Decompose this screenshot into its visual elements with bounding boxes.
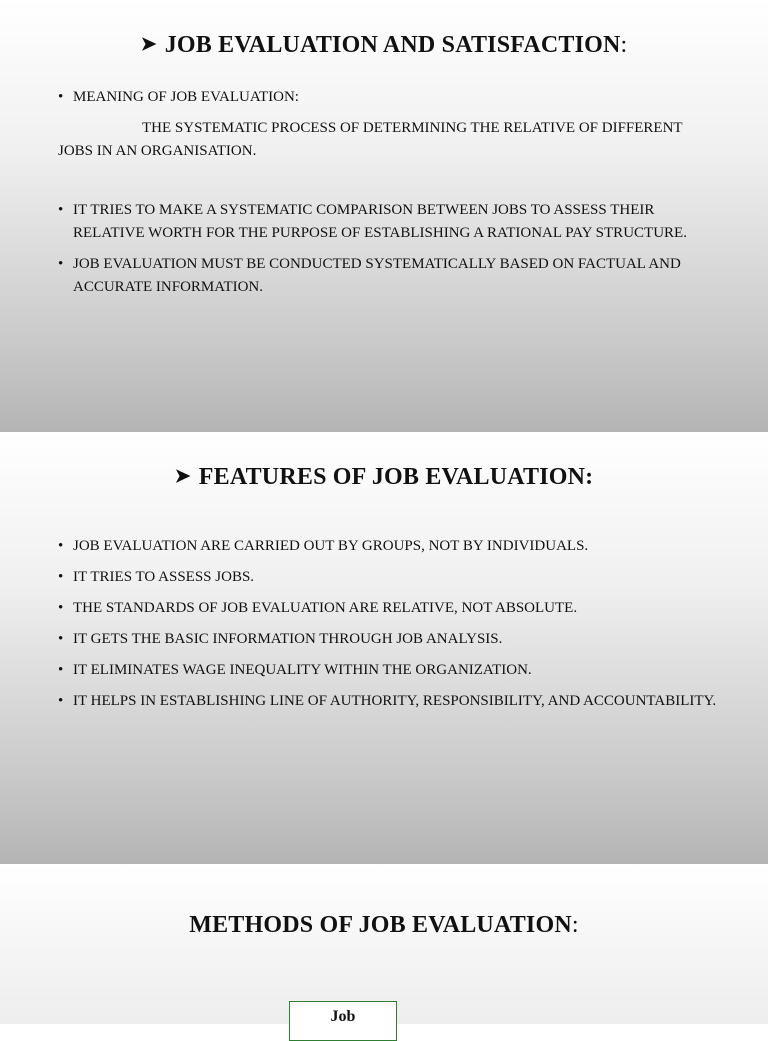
slide1-title-colon: : xyxy=(620,32,628,58)
arrowhead-bullet-icon: ➤ xyxy=(174,466,191,487)
slide2-title xyxy=(0,464,768,491)
slide1-title-text: JOB EVALUATION AND SATISFACTION xyxy=(164,32,621,58)
arrowhead-bullet-icon: ➤ xyxy=(140,34,157,55)
list-item: • IT TRIES TO MAKE A SYSTEMATIC COMPARISON BETWEEN JOBS TO ASSESS THEIR RELATIVE WORTH FOR THE PURPOSE OF ESTABLISHING A RATIONAL PAY STRUCTURE. xyxy=(58,199,720,245)
meaning-label: • MEANING OF JOB EVALUATION: xyxy=(58,86,720,109)
slide1-body xyxy=(58,86,720,299)
list-item: • IT HELPS IN ESTABLISHING LINE OF AUTHORITY, RESPONSIBILITY, AND ACCOUNTABILITY. xyxy=(58,690,720,713)
slide3-title-text: METHODS OF JOB EVALUATION xyxy=(189,912,572,938)
meaning-definition: THE SYSTEMATIC PROCESS OF DETERMINING THE RELATIVE OF DIFFERENT JOBS IN AN ORGANISATION. xyxy=(58,120,683,159)
slide3-title xyxy=(0,912,768,939)
list-item: • JOB EVALUATION ARE CARRIED OUT BY GROUPS, NOT BY INDIVIDUALS. xyxy=(58,535,720,558)
job-diagram-box: Job xyxy=(289,1001,397,1041)
slide-job-evaluation-and-satisfaction xyxy=(0,0,768,432)
slide1-title xyxy=(0,32,768,59)
slide2-body xyxy=(58,535,720,721)
list-item: • IT TRIES TO ASSESS JOBS. xyxy=(58,566,720,589)
slide-methods-of-job-evaluation xyxy=(0,864,768,1024)
list-item: • THE STANDARDS OF JOB EVALUATION ARE RELATIVE, NOT ABSOLUTE. xyxy=(58,597,720,620)
list-item: • IT GETS THE BASIC INFORMATION THROUGH JOB ANALYSIS. xyxy=(58,628,720,651)
list-item: • IT ELIMINATES WAGE INEQUALITY WITHIN THE ORGANIZATION. xyxy=(58,659,720,682)
slide2-title-text: FEATURES OF JOB EVALUATION: xyxy=(198,464,594,490)
list-item: • JOB EVALUATION MUST BE CONDUCTED SYSTEMATICALLY BASED ON FACTUAL AND ACCURATE INFORMATION. xyxy=(58,253,720,299)
slide3-title-colon: : xyxy=(571,912,579,938)
